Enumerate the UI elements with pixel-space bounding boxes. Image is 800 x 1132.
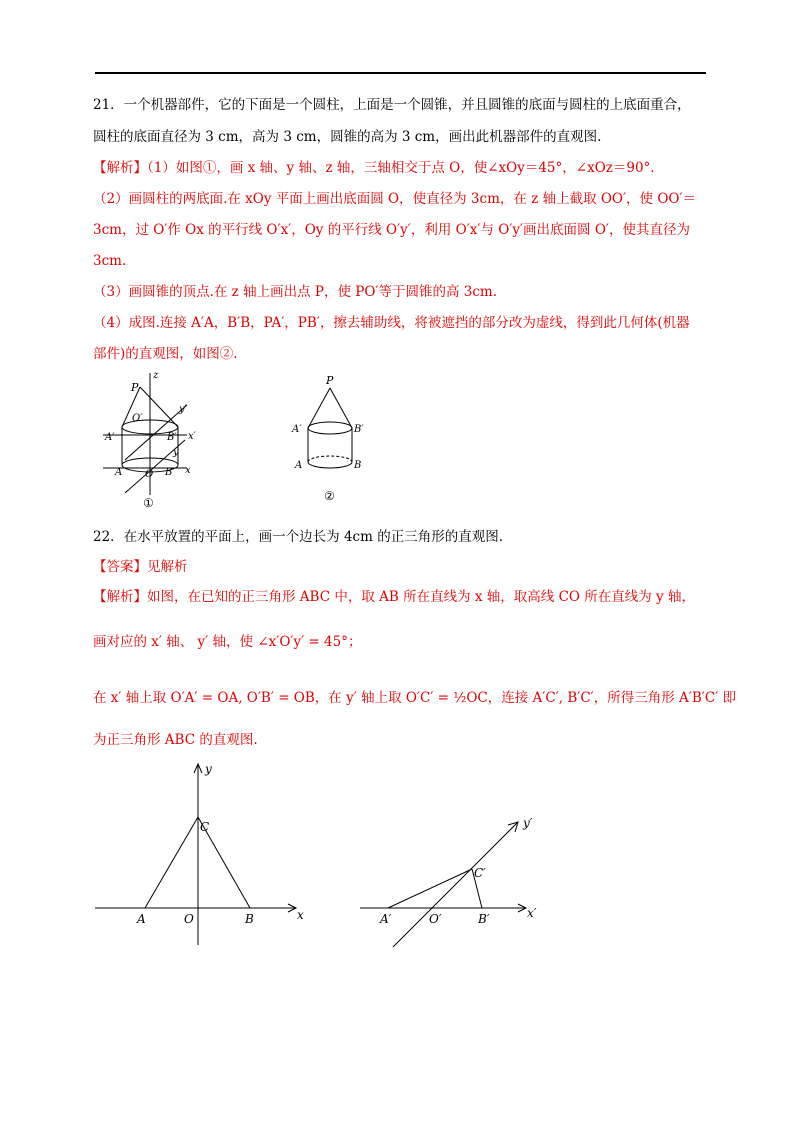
q22-solution-line-1: 【解析】如图，在已知的正三角形 ABC 中，取 AB 所在直线为 x 轴，取高线 CO 所在直线为 y 轴，: [93, 589, 695, 605]
fig3-label-A: A: [137, 912, 146, 926]
figure-4-oblique-drawing: [355, 805, 565, 955]
fig4-label-Bp: B′: [478, 912, 490, 926]
q22-solution-line-4: 为正三角形 ABC 的直观图.: [93, 732, 258, 748]
fig4-label-Cp: C′: [474, 866, 486, 880]
fig2-label-Bp: B′: [354, 424, 364, 435]
fig2-top-ellipse: [308, 422, 352, 434]
fig4-yp-axis: [393, 823, 517, 947]
fig1-label-P: P: [131, 381, 139, 394]
q21-question-line-1: 21．一个机器部件，它的下面是一个圆柱，上面是一个圆锥，并且圆锥的底面与圆柱的上底面重合，: [93, 97, 691, 113]
fig3-label-y: y: [205, 762, 212, 776]
fig2-label-Ap: A′: [292, 424, 302, 435]
fig3-label-C: C: [200, 820, 210, 834]
q22-answer: 【答案】见解析: [93, 559, 188, 575]
fig3-label-B: B: [245, 912, 254, 926]
fig1-label-z: z: [153, 370, 159, 381]
fig4-label-yp: y′: [523, 816, 533, 830]
fig2-bottom-back-dashed: [308, 456, 352, 462]
fig2-label-B: B: [354, 460, 362, 471]
fig2-label-P: P: [326, 374, 334, 387]
q21-solution-line-7: 部件)的直观图，如图②.: [93, 346, 238, 362]
fig1-label-Ap: A′: [105, 432, 115, 443]
q21-solution-line-3: 3cm，过 O′作 Ox 的平行线 O′x′，Oy 的平行线 O′y′，利用 O′x′与 O′y′画出底面圆 O′，使其直径为: [93, 222, 690, 238]
fig4-label-Ap: A′: [380, 912, 392, 926]
figure-1-construction: [95, 365, 205, 510]
fig2-caption: ②: [324, 489, 335, 503]
fig4-label-xp: x′: [527, 906, 537, 920]
q22-question: 22．在水平放置的平面上，画一个边长为 4cm 的正三角形的直观图.: [93, 529, 504, 545]
q21-solution-line-2: （2）画圆柱的两底面.在 xOy 平面上画出底面圆 O，使直径为 3cm，在 z 轴上截取 OO′，使 OO′＝: [93, 191, 697, 207]
fig1-label-O: O: [145, 469, 154, 480]
fig3-label-O: O: [184, 912, 194, 926]
fig4-label-Op: O′: [429, 912, 442, 926]
fig2-label-A: A: [295, 460, 303, 471]
q22-solution-line-3: 在 x′ 轴上取 O′A′ = OA, O′B′ = OB，在 y′ 轴上取 O′C′ = ½OC，连接 A′C′, B′C′，所得三角形 A′B′C′ 即: [93, 690, 737, 706]
q22-solution-line-2: 画对应的 x′ 轴、 y′ 轴，使 ∠x′O′y′ = 45°；: [93, 634, 362, 650]
fig1-label-y: y: [173, 447, 179, 458]
fig1-caption: ①: [143, 496, 154, 510]
fig1-cone-right: [140, 387, 178, 427]
fig3-side-AC: [145, 817, 198, 908]
q21-question-line-2: 圆柱的底面直径为 3 cm，高为 3 cm，圆锥的高为 3 cm，画出此机器部件的直观图.: [93, 129, 602, 145]
fig1-label-yp: y′: [179, 404, 187, 415]
fig2-bottom-front: [308, 462, 352, 468]
fig1-label-xp: x′: [188, 431, 196, 442]
fig3-label-x: x: [297, 908, 304, 922]
fig1-label-B: B: [165, 467, 173, 478]
fig1-label-A: A: [115, 467, 123, 478]
figure-3-equilateral-triangle: [95, 755, 320, 955]
q21-solution-line-4: 3cm.: [93, 253, 127, 269]
header-rule: [95, 72, 706, 74]
fig1-label-Bp: B′: [167, 432, 177, 443]
fig1-label-x: x: [185, 465, 191, 476]
q21-solution-line-5: （3）画圆锥的顶点.在 z 轴上画出点 P，使 PO′等于圆锥的高 3cm.: [93, 284, 497, 300]
figure-2-solid: [290, 370, 380, 510]
fig4-side-ApCp: [388, 869, 472, 908]
q21-solution-line-1: 【解析】（1）如图①，画 x 轴、y 轴、z 轴，三轴相交于点 O，使∠xOy＝45°，∠xOz＝90°.: [93, 160, 655, 176]
q21-solution-line-6: （4）成图.连接 A′A，B′B，PA′，PB′，擦去辅助线，将被遮挡的部分改为虚线，得到此几何体(机器: [93, 315, 690, 331]
fig1-label-Op: O′: [132, 413, 143, 424]
